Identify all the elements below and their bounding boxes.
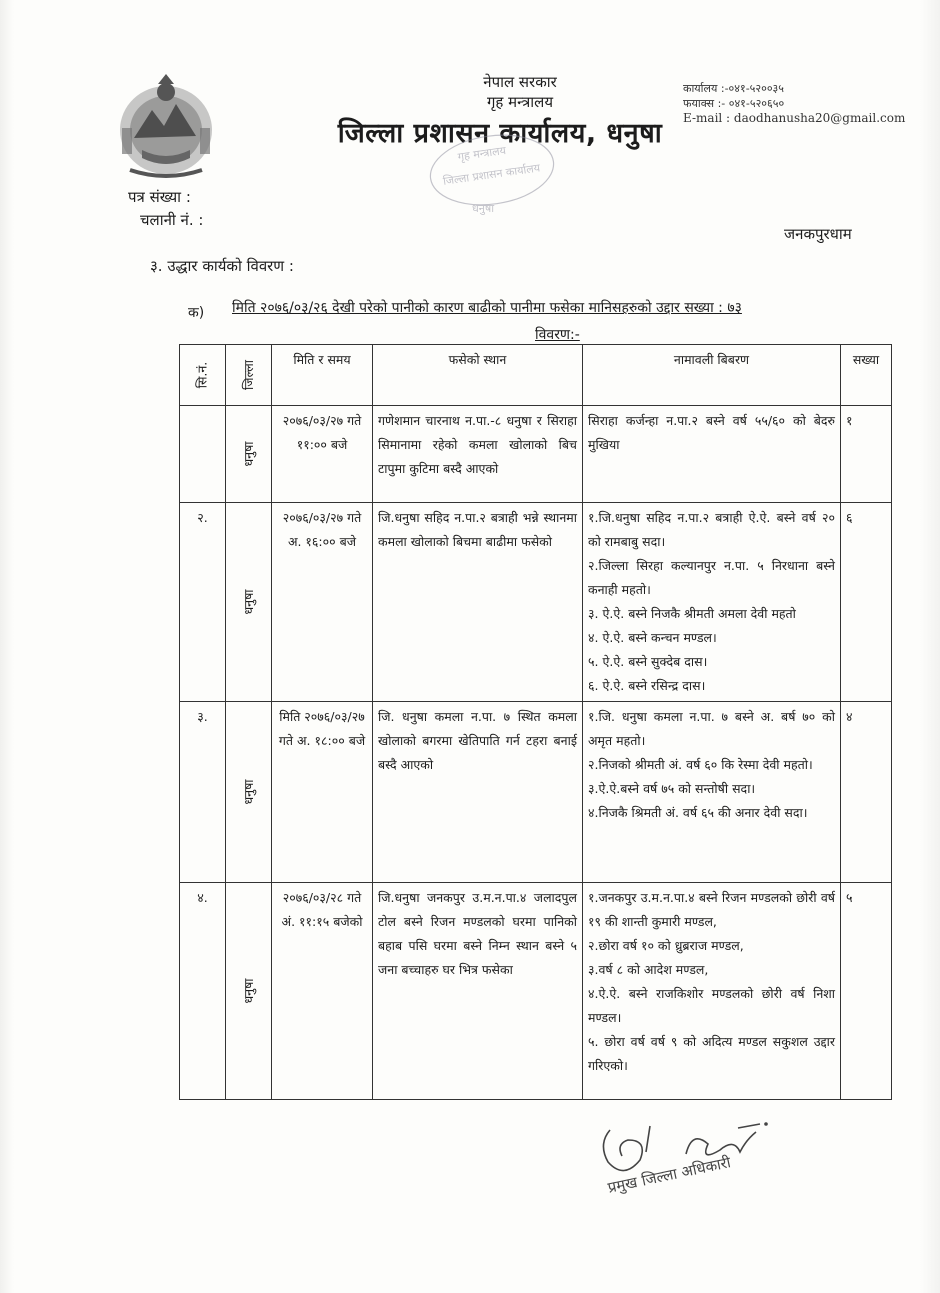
rescue-details-table (179, 344, 892, 1100)
row-datetime: २०७६/०३/२७ गते ११:०० बजे (272, 406, 373, 503)
row-name-details (583, 883, 841, 1100)
name-entry: ३.ऐ.ऐ.बस्ने वर्ष ७५ को सन्तोषी सदा। (588, 781, 756, 796)
row-datetime: मिति २०७६/०३/२७ गते अ. १८:०० बजे (272, 702, 373, 883)
table-row (180, 883, 892, 1100)
name-entry: २.छोरा वर्ष १० को ध्रुब्रराज मण्डल, (588, 938, 744, 953)
row-district: धनुषा (226, 883, 272, 1100)
row-serial-number: ३. (180, 702, 226, 883)
stamp-line-1: गृह मन्त्रालय (456, 143, 507, 164)
ministry-name: गृह मन्त्रालय (486, 93, 554, 111)
name-entry: ४. ऐ.ऐ. बस्ने कन्चन मण्डल। (588, 630, 717, 645)
row-district: धनुषा (226, 406, 272, 503)
table-row (180, 702, 892, 883)
fax-number: फयाक्स :- ०४१-५२०६५० (683, 97, 785, 110)
row-datetime: २०७६/०३/२७ गते अ. १६:०० बजे (272, 503, 373, 702)
row-trapped-place: जि.धनुषा सहिद न.पा.२ बत्राही भन्ने स्थानमा कमला खोलाको बिचमा बाढीमा फसेको (373, 503, 583, 702)
details-label: विवरण:- (535, 327, 580, 343)
phone-number: कार्यालय :-०४१-५२००३५ (683, 82, 784, 95)
name-entry: ५. छोरा वर्ष वर्ष ९ को अदित्य मण्डल सकुशल उद्दार गरिएको। (588, 1034, 835, 1073)
row-count: ६ (841, 503, 892, 702)
row-trapped-place: गणेशमान चारनाथ न.पा.-८ धनुषा र सिराहा सिमानामा रहेको कमला खोलाको बिच टापुमा कुटिमा बस्दै आएको (373, 406, 583, 503)
table-row (180, 406, 892, 503)
header-district: जिल्ला (226, 345, 272, 406)
office-stamp (420, 128, 570, 223)
name-entry: ४.निजकै श्रिमती अं. वर्ष ६५ की अनार देवी सदा। (588, 805, 808, 820)
letter-meta (128, 186, 203, 232)
name-entry: ४.ऐ.ऐ. बस्ने राजकिशोर मण्डलको छोरी वर्ष निशा मण्डल। (588, 986, 835, 1025)
row-serial-number (180, 406, 226, 503)
header-datetime: मिति र समय (272, 345, 373, 406)
row-serial-number: ४. (180, 883, 226, 1100)
nepal-emblem-icon (112, 70, 220, 180)
name-entry: ६. ऐ.ऐ. बस्ने रसिन्द्र दास। (588, 678, 706, 693)
stamp-line-3: धनुषा (472, 202, 495, 215)
row-district: धनुषा (226, 702, 272, 883)
signatory-designation: प्रमुख जिल्ला अधिकारी (606, 1153, 733, 1197)
office-title: जिल्ला प्रशासन कार्यालय, धनुषा (337, 118, 663, 149)
row-count: ४ (841, 702, 892, 883)
subsection-heading: मिति २०७६/०३/२६ देखी परेको पानीको कारण बाढीको पानीमा फसेका मानिसहरुको उद्दार सख्या : ७३ (232, 300, 742, 316)
name-entry: सिराहा कर्जन्हा न.पा.२ बस्ने वर्ष ५५/६० को बेदरु मुखिया (588, 413, 835, 452)
row-count: ५ (841, 883, 892, 1100)
row-datetime: २०७६/०३/२८ गते अं. ११:१५ बजेको (272, 883, 373, 1100)
row-name-details (583, 503, 841, 702)
name-entry: ३.वर्ष ८ को आदेश मण्डल, (588, 962, 709, 977)
section-heading: ३. उद्धार कार्यको विवरण : (150, 257, 294, 275)
name-entry: २.निजको श्रीमती अं. वर्ष ६० कि रेस्मा देवी महतो। (588, 757, 813, 772)
email-address: E-mail : daodhanusha20@gmail.com (683, 111, 906, 125)
table-header-row (180, 345, 892, 406)
header-trapped-place: फसेको स्थान (373, 345, 583, 406)
stamp-line-2: जिल्ला प्रशासन कार्यालय (442, 161, 541, 188)
name-entry: ३. ऐ.ऐ. बस्ने निजकै श्रीमती अमला देवी महतो (588, 606, 796, 621)
table-row (180, 503, 892, 702)
header-serial-number: सि.नं. (180, 345, 226, 406)
row-name-details (583, 702, 841, 883)
row-count: १ (841, 406, 892, 503)
row-trapped-place: जि. धनुषा कमला न.पा. ७ स्थित कमला खोलाको बगरमा खेतिपाति गर्न टहरा बनाई बस्दै आएको (373, 702, 583, 883)
place-name: जनकपुरधाम (784, 225, 852, 243)
name-entry: १.जि. धनुषा कमला न.पा. ७ बस्ने अ. बर्ष ७० को अमृत महतो। (588, 709, 835, 748)
name-entry: २.जिल्ला सिरहा कल्यानपुर न.पा. ५ निरधाना बस्ने कनाही महतो। (588, 558, 835, 597)
name-entry: ५. ऐ.ऐ. बस्ने सुक्देब दास। (588, 654, 708, 669)
row-district: धनुषा (226, 503, 272, 702)
header-count: सख्या (841, 345, 892, 406)
row-name-details (583, 406, 841, 503)
row-trapped-place: जि.धनुषा जनकपुर उ.म.न.पा.४ जलादपुल टोल बस्ने रिजन मण्डलको घरमा पानिको बहाब पसि घरमा बस्ने निम्न स्थान बस्ने ५ जना बच्चाहरु घर भित्र फसेका (373, 883, 583, 1100)
letter-number-label: पत्र संख्या : (128, 188, 191, 206)
row-serial-number: २. (180, 503, 226, 702)
name-entry: १.जि.धनुषा सहिद न.पा.२ बत्राही ऐ.ऐ. बस्ने वर्ष २० को रामबाबु सदा। (588, 510, 835, 549)
subsection-label: क) (188, 305, 205, 321)
government-name: नेपाल सरकार (483, 73, 557, 91)
contact-block (683, 81, 905, 126)
name-entry: १.जनकपुर उ.म.न.पा.४ बस्ने रिजन मण्डलको छोरी वर्ष १९ की शान्ती कुमारी मण्डल, (588, 890, 835, 929)
header-name-details: नामावली बिबरण (583, 345, 841, 406)
dispatch-number-label: चलानी नं. : (140, 211, 204, 229)
